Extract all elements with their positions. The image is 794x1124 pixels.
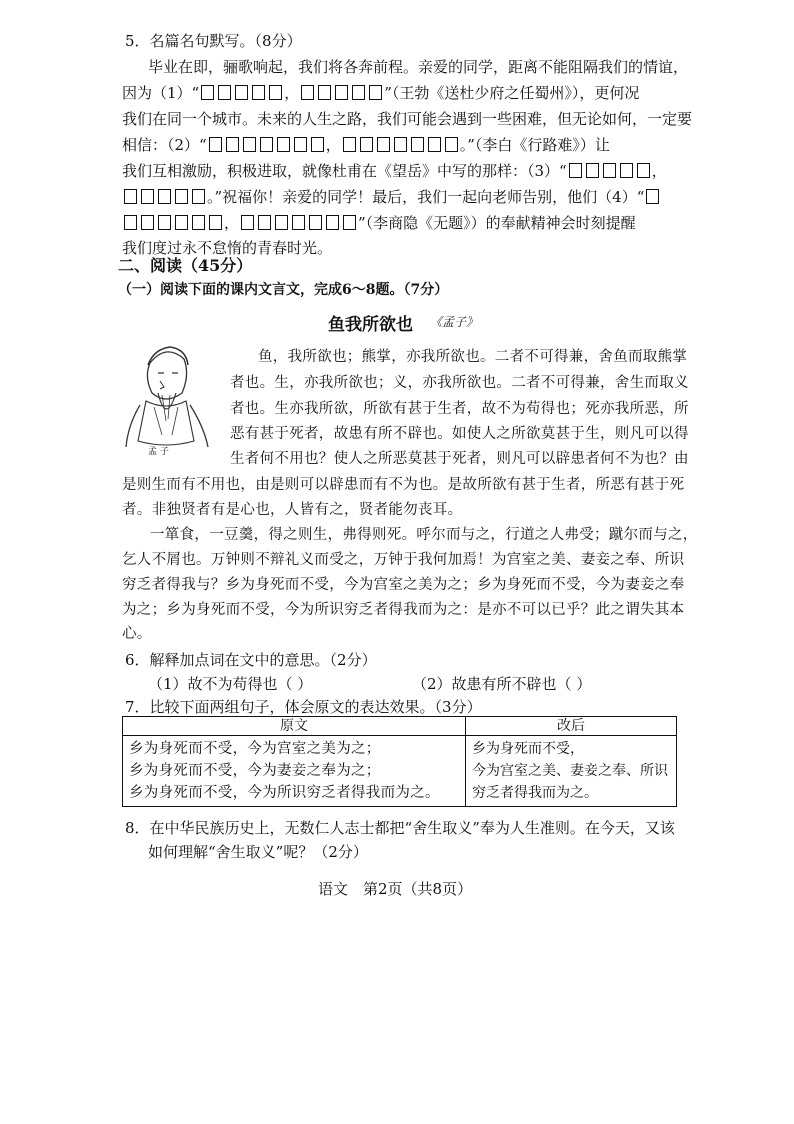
q7-heading: 7．比较下面两组句子，体会原文的表达效果。（3分）	[125, 698, 482, 716]
passage-line: 生者何不用也？使人之所恶莫甚于死者，则凡可以辟患者何不为也？由	[230, 451, 689, 467]
passage-line: 者也。生亦我所欲，所欲有甚于生者，故不为苟得也；死亦我所恶，所	[230, 401, 689, 417]
passage-line: 恶有甚于死者，故患有所不辟也。如使人之所欲莫甚于生，则凡可以得	[230, 426, 689, 442]
q6-item-2[interactable]: （2）故患有所不辟也（ ）	[412, 675, 592, 693]
answer-boxes[interactable]	[644, 188, 661, 206]
answer-boxes[interactable]	[122, 188, 207, 206]
col-original-header: 原文	[123, 717, 466, 736]
passage-line: 为之；乡为身死而不受，今为所识穷乏者得我而为之：是亦不可以已乎？此之谓失其本	[122, 602, 685, 618]
answer-boxes[interactable]	[207, 136, 326, 154]
passage-line: 鱼，我所欲也；熊掌，亦我所欲也。二者不可得兼，舍鱼而取熊掌	[258, 349, 688, 365]
q5-text-line: ， ”（李商隐《无题》）的奉献精神会时刻提醒	[122, 213, 636, 233]
q5-text-line: 我们在同一个城市。未来的人生之路，我们可能会遇到一些困难，但无论如何，一定要	[122, 110, 693, 128]
answer-boxes[interactable]	[122, 214, 224, 232]
q5-text-line: 我们度过永不怠惰的青春时光。	[122, 239, 333, 257]
q5-text-line: 我们互相激励，积极进取，就像杜甫在《望岳》中写的那样：（3）“ ，	[122, 162, 667, 180]
q8-text-line: 8．在中华民族历史上，无数仁人志士都把“舍生取义”奉为人生准则。在今天，又该	[125, 819, 675, 837]
answer-boxes[interactable]	[341, 136, 460, 154]
q5-text-line: 相信：（2）“ ， 。”（李白《行路难》）让	[122, 136, 610, 154]
q5-heading: 5．名篇名句默写。（8分）	[125, 32, 302, 50]
answer-boxes[interactable]	[567, 162, 652, 180]
portrait-caption: 孟 子	[148, 447, 169, 457]
q8-text-line: 如何理解“舍生取义”呢？（2分）	[148, 843, 368, 861]
answer-boxes[interactable]	[199, 84, 284, 102]
answer-boxes[interactable]	[299, 84, 384, 102]
q5-text-line: 毕业在即，骊歌响起，我们将各奔前程。亲爱的同学，距离不能阻隔我们的情谊，	[148, 58, 689, 76]
comparison-table	[122, 716, 677, 807]
passage-title: 鱼我所欲也	[328, 315, 413, 335]
q6-heading: 6．解释加点词在文中的意思。（2分）	[125, 651, 377, 669]
mencius-portrait	[120, 335, 212, 455]
passage-author: 《孟子》	[430, 315, 479, 329]
q5-text-line: 。”祝福你！亲爱的同学！最后，我们一起向老师告别，他们（4）“	[122, 187, 661, 207]
passage-line: 乞人不屑也。万钟则不辩礼义而受之，万钟于我何加焉！为宫室之美、妻妾之奉、所识	[122, 552, 685, 568]
passage-line: 穷乏者得我与？乡为身死而不受，今为宫室之美为之；乡为身死而不受，今为妻妾之奉	[122, 577, 685, 593]
original-cell: 乡为身死而不受，今为宫室之美为之； 乡为身死而不受，今为妻妾之奉为之； 乡为身死而不受，今为所识穷乏者得我而为之。	[123, 736, 466, 807]
passage-line: 是则生而有不用也，由是则可以辟患而有不为也。是故所欲有甚于生者，所恶有甚于死	[122, 477, 685, 493]
q6-item-1[interactable]: （1）故不为苟得也（ ）	[148, 675, 313, 693]
page-footer: 语文 第2页（共8页）	[318, 880, 473, 898]
subsection-heading: （一）阅读下面的课内文言文，完成6～8题。（7分）	[118, 282, 449, 298]
q5-text-line: 因为（1）“ ， ”（王勃《送杜少府之任蜀州》），更何况	[122, 84, 640, 102]
passage-line: 心。	[122, 626, 152, 642]
revised-cell: 乡为身死而不受， 今为宫室之美、妻妾之奉、所识 穷乏者得我而为之。	[466, 736, 677, 807]
col-revised-header: 改后	[466, 717, 677, 736]
passage-line: 一箪食，一豆羹，得之则生，弗得则死。呼尔而与之，行道之人弗受；蹴尔而与之，	[150, 527, 698, 543]
answer-boxes[interactable]	[239, 214, 358, 232]
section-heading: 二、阅读（45分）	[118, 256, 253, 275]
passage-line: 者也。生，亦我所欲也；义，亦我所欲也。二者不可得兼，舍生而取义	[230, 375, 689, 391]
passage-line: 者。非独贤者有是心也，人皆有之，贤者能勿丧耳。	[122, 502, 463, 518]
